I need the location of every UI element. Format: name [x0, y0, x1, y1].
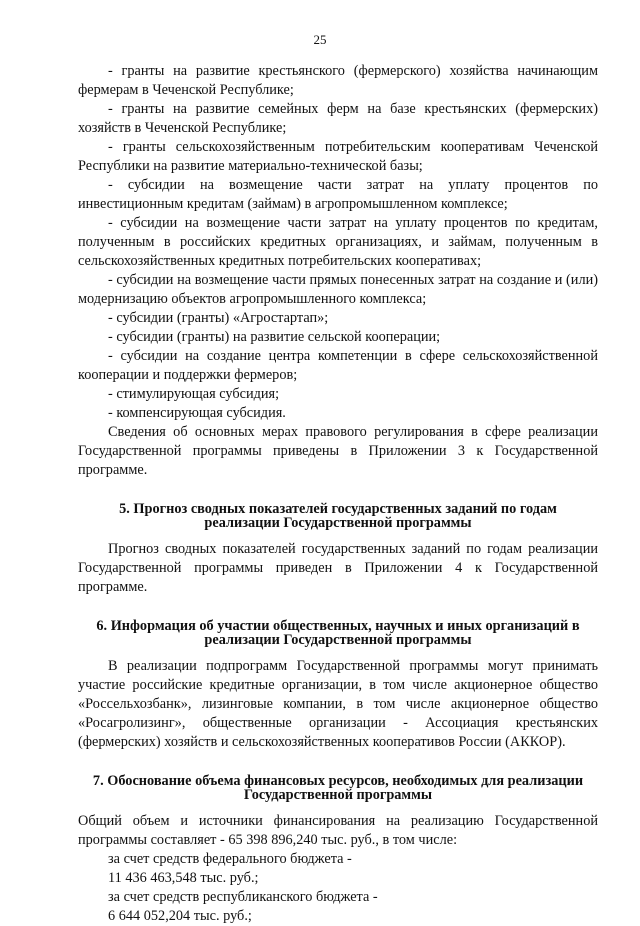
bullet-item: - субсидии на возмещение части затрат на уплату процентов по инвестиционным кредитам (займам) в агропромышленном комплексе; — [78, 177, 598, 212]
page-number: 25 — [313, 32, 327, 47]
section7-intro: Общий объем и источники финансирования на реализацию Государственной программы составляет - 65 398 896,240 тыс. руб., в том числе: — [78, 813, 598, 848]
bullet-item: - субсидии на возмещение части затрат на уплату процентов по кредитам, полученным в российских кредитных организациях, и займам, полученным в сельскохозяйственных кредитных потребительских кооперативах; — [78, 215, 598, 269]
bullet-item: - субсидии (гранты) «Агростартап»; — [108, 310, 329, 326]
bullet-item: - гранты сельскохозяйственным потребительским кооперативам Чеченской Республики на развитие материально-технической базы; — [78, 139, 598, 174]
bullet-item: - стимулирующая субсидия; — [108, 386, 280, 402]
bullet-item: - гранты на развитие семейных ферм на базе крестьянских (фермерских) хозяйств в Чеченской Республике; — [78, 101, 598, 136]
section5-text: Прогноз сводных показателей государственных заданий по годам реализации Государственной программы приведен в Приложении 4 к Государственной программе. — [78, 541, 598, 595]
section7-heading: 7. Обоснование объема финансовых ресурсов, необходимых для реализации Государственной программы — [92, 773, 584, 803]
bullet-item: - субсидии на возмещение части прямых понесенных затрат на создание и (или) модернизацию объектов агропромышленного комплекса; — [78, 272, 598, 307]
section6-heading: 6. Информация об участии общественных, научных и иных организаций в реализации Государственной программы — [96, 618, 580, 648]
bullet-item: - субсидии (гранты) на развитие сельской кооперации; — [108, 329, 441, 345]
federal-budget-value: 11 436 463,548 тыс. руб.; — [108, 870, 259, 886]
section5-heading: 5. Прогноз сводных показателей государственных заданий по годам реализации Государственной программы — [119, 501, 557, 531]
bullet-item: - компенсирующая субсидия. — [108, 405, 286, 421]
legal-info-paragraph: Сведения об основных мерах правового регулирования в сфере реализации Государственной программы приведены в Приложении 3 к Государственной программе. — [78, 424, 598, 478]
section6-text: В реализации подпрограмм Государственной программы могут принимать участие российские кредитные организации, в том числе акционерное общество «Россельхозбанк», лизинговые компании, в том числе акционерное общество «Росагролизинг», общественные организации - Ассоциация крестьянских (фермерских) хозяйств и сельскохозяйственных кооперативов России (АККОР). — [78, 658, 598, 750]
bullet-item: - субсидии на создание центра компетенции в сфере сельскохозяйственной кооперации и поддержки фермеров; — [78, 348, 598, 383]
bullet-item: - гранты на развитие крестьянского (фермерского) хозяйства начинающим фермерам в Чеченской Республике; — [78, 63, 598, 98]
republic-budget-label: за счет средств республиканского бюджета - — [108, 889, 378, 905]
page-content — [78, 62, 598, 926]
federal-budget-label: за счет средств федерального бюджета - — [108, 851, 352, 867]
republic-budget-value: 6 644 052,204 тыс. руб.; — [108, 908, 252, 924]
